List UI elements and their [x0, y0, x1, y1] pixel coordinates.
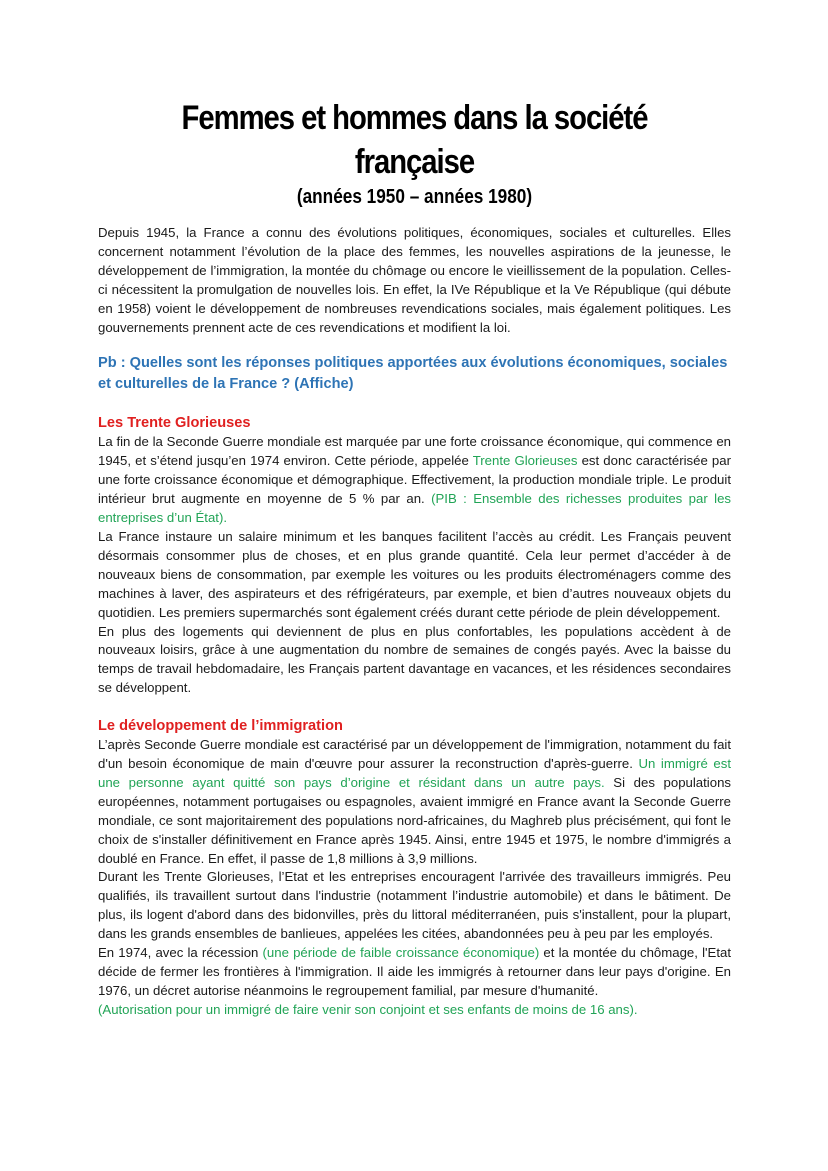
paragraph	[98, 433, 731, 528]
text: La fin de la Seconde Guerre mondiale est marquée par une forte croissance économique, qui commence en 1945, et s’étend jusqu’en 1974 environ. Cette période, appelée	[98, 434, 731, 469]
text: est donc caractérisée par une forte croissance économique et démographique. Effectivement, la production mondiale triple. Le produit intérieur brut augmente en moyenne de 5 % par an.	[98, 453, 731, 507]
section-heading: Les Trente Glorieuses	[98, 415, 251, 432]
paragraph: La France instaure un salaire minimum et les banques facilitent l’accès au crédit. Les Français peuvent désormais consommer plus de choses, et en plus grande quantité. Cela leur permet d’accéder à de nouveaux biens de consommation, par exemple les voitures ou les produits électroménagers comme des machines à laver, des aspirateurs et des réfrigérateurs, par exemple, et bien d’autres nouveaux objets du quotidien. Les premiers supermarchés sont également créés durant cette période de plein développement.	[98, 528, 731, 620]
paragraph: Durant les Trente Glorieuses, l’Etat et les entreprises encouragent l'arrivée des travailleurs immigrés. Peu qualifiés, ils travaillent surtout dans l'industrie (notamment l’industrie automobile) et dans le bâtiment. De plus, ils logent d'abord dans des bidonvilles, près du littoral méditerranéen, puis s'installent, pour la plupart, dans les grands ensembles de banlieues, appelées les citées, abandonnées peu à peu par les employés.	[98, 869, 731, 942]
text: L’après Seconde Guerre mondiale est caractérisé par un développement de l'immigration, notamment du fait d'un besoin économique de main d'œuvre pour assurer la reconstruction d'après-guerre.	[98, 737, 731, 772]
problem-statement: Pb : Quelles sont les réponses politiques apportées aux évolutions économiques, sociales et culturelles de la France ? (Affiche)	[98, 355, 728, 393]
key-term: Trente Glorieuses	[472, 453, 578, 469]
definition: Un immigré est une personne ayant quitté son pays d’origine et résidant dans un autre pays.	[98, 756, 731, 790]
text: En 1974, avec la récession	[98, 945, 263, 961]
definition: (une période de faible croissance économique)	[262, 945, 540, 961]
section-trente-glorieuses	[98, 413, 731, 698]
text: et la montée du chômage, l'Etat décide de fermer les frontières à l'immigration. Il aide les immigrés à retourner dans leur pays d'origine. En 1976, un décret autorise néanmoins le regroupement familial, par mesure d'humanité.	[98, 945, 731, 998]
section-immigration	[98, 716, 731, 1020]
document-page	[98, 96, 731, 1020]
page-subtitle: (années 1950 – années 1980)	[296, 186, 533, 208]
paragraph	[98, 944, 731, 1020]
definition: (Autorisation pour un immigré de faire venir son conjoint et ses enfants de moins de 16 ans).	[98, 1001, 638, 1017]
paragraph	[98, 736, 731, 868]
paragraph: En plus des logements qui deviennent de plus en plus confortables, les populations accèdent à de nouveaux loisirs, grâce à une augmentation du nombre de semaines de congés payés. Avec la baisse du temps de travail hebdomadaire, les Français partent davantage en vacances, et les résidences secondaires se développent.	[98, 623, 731, 696]
text: Si des populations européennes, notamment portugaises ou espagnoles, avaient immigré en France avant la Seconde Guerre mondiale, ce sont majoritairement des populations nord-africaines, du Maghreb plus précisément, qui font le choix de s'installer définitivement en France après 1945. Ainsi, entre 1945 et 1975, le nombre d'immigrés a doublé en France. En effet, il passe de 1,8 millions à 3,9 millions.	[98, 774, 731, 866]
section-heading: Le développement de l’immigration	[98, 718, 343, 735]
definition: (PIB : Ensemble des richesses produites par les entreprises d’un État).	[98, 491, 731, 526]
page-title: Femmes et hommes dans la société française	[181, 99, 648, 181]
intro-paragraph: Depuis 1945, la France a connu des évolutions politiques, économiques, sociales et culturelles. Elles concernent notamment l’évolution de la place des femmes, les nouvelles aspirations de la jeunesse, le développement de l’immigration, la montée du chômage ou encore le vieillissement de la population. Celles-ci nécessitent la promulgation de nouvelles lois. En effet, la IVe République et la Ve République (qui débute en 1958) voient le développement de nombreuses revendications sociales, mais également politiques. Les gouvernements prennent acte de ces revendications et modifient la loi.	[98, 225, 731, 335]
